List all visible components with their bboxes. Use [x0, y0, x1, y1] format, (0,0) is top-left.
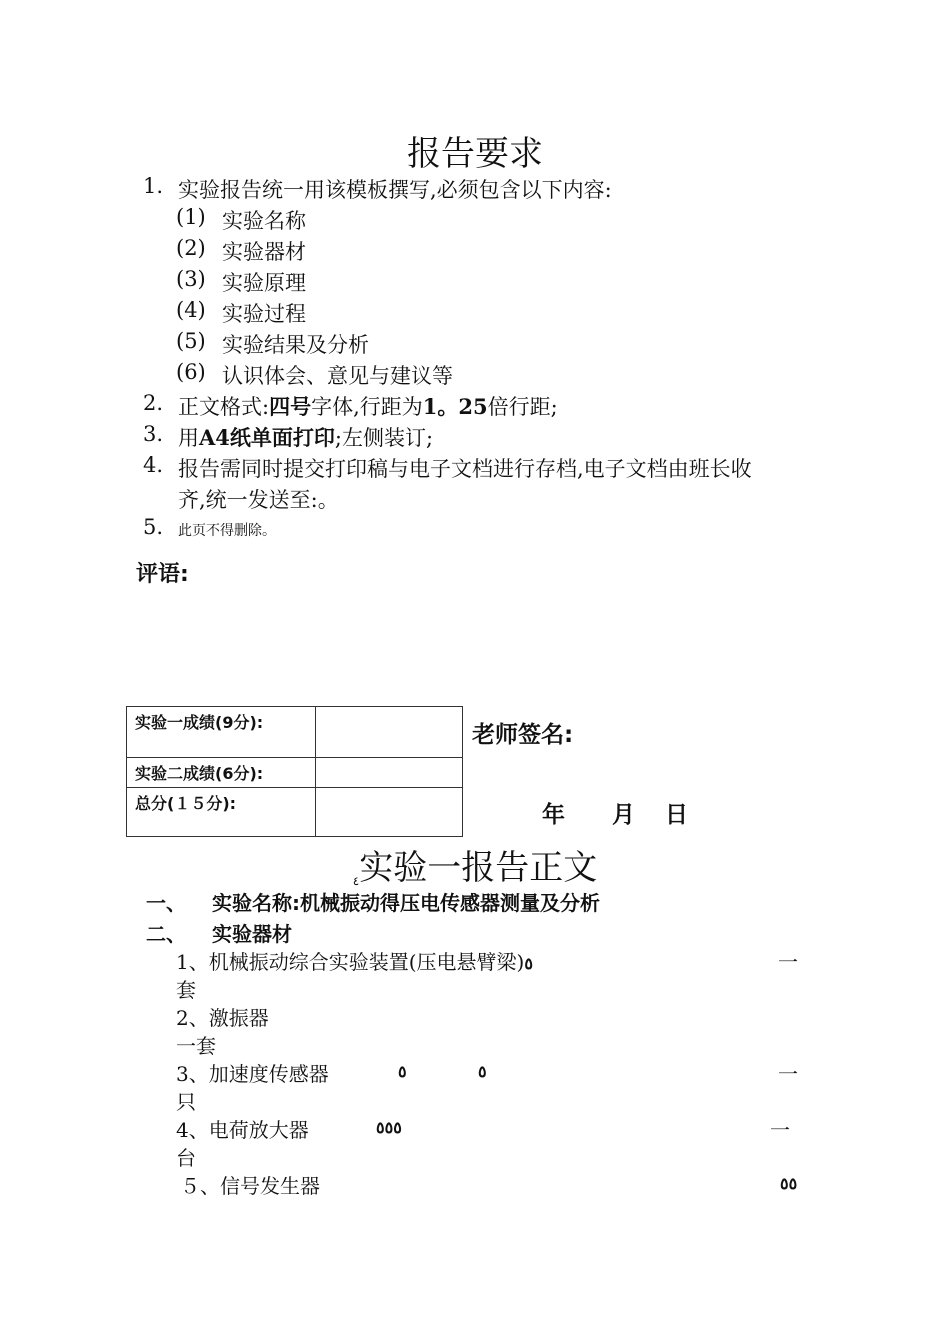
item-number: 4.: [143, 453, 164, 477]
equipment-quantity: 一: [770, 1118, 790, 1142]
equipment-mark: ٥: [398, 1062, 407, 1081]
item-text: 用A4纸单面打印;左侧装订;: [178, 425, 434, 450]
item-number: 3.: [143, 422, 164, 446]
item-text: 正文格式:四号字体,行距为1。25倍行距;: [178, 394, 558, 419]
subitem-number: (5): [176, 329, 206, 353]
subitem-text: 实验过程: [222, 302, 306, 326]
grade-value[interactable]: [316, 758, 463, 788]
subitem-number: (3): [176, 267, 206, 291]
teacher-signature-label: 老师签名:: [472, 722, 574, 748]
section-number: 一、: [146, 891, 186, 915]
subitem-text: 实验器材: [222, 240, 306, 264]
equipment-quantity-unit: 只: [176, 1090, 196, 1114]
table-row: [127, 788, 463, 837]
item-text: 报告需同时提交打印稿与电子文档进行存档,电子文档由班长收: [178, 457, 752, 481]
grades-table: [126, 706, 463, 837]
comment-label: 评语:: [136, 562, 189, 587]
equipment-item: 1、机械振动综合实验装置(压电悬臂梁)٥: [176, 950, 533, 974]
equipment-quantity-unit: 一套: [176, 1034, 216, 1058]
grade-value[interactable]: [316, 707, 463, 758]
subitem-number: (2): [176, 236, 206, 260]
table-row: [127, 707, 463, 758]
requirements-title: 报告要求: [407, 134, 543, 174]
grade-label: 总分(１５分):: [127, 788, 316, 837]
section-title: 实验器材: [212, 922, 292, 946]
equipment-item: ５、信号发生器: [180, 1174, 320, 1198]
subitem-number: (4): [176, 298, 206, 322]
equipment-item: 2、激振器: [176, 1006, 269, 1030]
grade-label: 实验二成绩(6分):: [127, 758, 316, 788]
date-day: 日: [665, 802, 688, 828]
equipment-quantity: 一: [778, 950, 798, 974]
date-month: 月: [612, 802, 635, 828]
equipment-quantity: 一: [778, 1062, 798, 1086]
title-mark: ٤: [352, 874, 360, 888]
item-text: 此页不得删除。: [178, 523, 276, 539]
subitem-text: 实验名称: [222, 209, 306, 233]
item-text: 实验报告统一用该模板撰写,必须包含以下内容:: [178, 178, 612, 202]
equipment-quantity-unit: 台: [176, 1146, 196, 1170]
section-title: 实验名称:机械振动得压电传感器测量及分析: [212, 891, 600, 915]
subitem-text: 实验结果及分析: [222, 333, 369, 357]
item-text-continued: 齐,统一发送至:。: [178, 488, 339, 512]
item-number: 2.: [143, 391, 164, 415]
grade-value[interactable]: [316, 788, 463, 837]
subitem-text: 实验原理: [222, 271, 306, 295]
equipment-mark: ٥: [478, 1062, 487, 1081]
item-number: 5.: [143, 515, 164, 539]
subitem-text: 认识体会、意见与建议等: [222, 364, 453, 388]
equipment-mark: ٥٥: [780, 1174, 798, 1193]
equipment-mark: ٥٥٥: [376, 1118, 402, 1137]
equipment-quantity-unit: 套: [176, 978, 196, 1002]
grade-label: 实验一成绩(9分):: [127, 707, 316, 758]
subitem-number: (6): [176, 360, 206, 384]
table-row: [127, 758, 463, 788]
section-number: 二、: [146, 922, 186, 946]
item-number: 1.: [143, 174, 164, 198]
equipment-item: 4、电荷放大器: [176, 1118, 309, 1142]
date-year: 年: [542, 802, 565, 828]
report-title: ٤实验一报告正文: [352, 848, 598, 888]
subitem-number: (1): [176, 205, 206, 229]
equipment-item: 3、加速度传感器: [176, 1062, 329, 1086]
